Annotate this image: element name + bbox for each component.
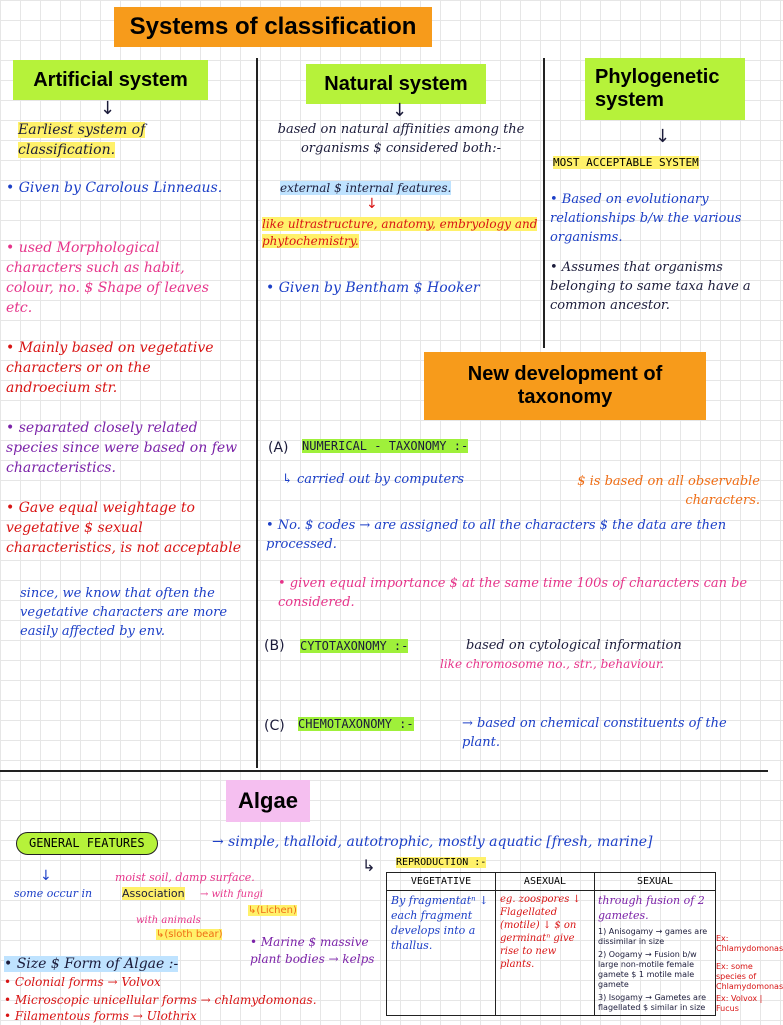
artificial-earliest bbox=[18, 120, 218, 160]
algae-some: some occur in bbox=[14, 887, 93, 900]
artificial-morph: • used Morphological characters such as habit, colour, no. $ Shape of leaves etc. bbox=[6, 240, 209, 316]
algae-lichen-text: ↳(Lichen) bbox=[248, 905, 297, 916]
algae-lichen bbox=[248, 904, 297, 917]
cyto-title bbox=[300, 638, 408, 655]
repro-header-veg: VEGETATIVE bbox=[387, 873, 496, 891]
repro-iso: 3) Isogamy → Gametes are flagellated $ similar in size bbox=[598, 993, 706, 1012]
natural-arrow: ↓ bbox=[392, 100, 408, 121]
natural-ext bbox=[280, 180, 530, 197]
algae-features: → simple, thalloid, autotrophic, mostly aquatic [fresh, marine] bbox=[212, 834, 653, 850]
algae-marine: • Marine $ massive plant bodies → kelps bbox=[250, 935, 375, 966]
phylo-arrow: ↓ bbox=[655, 126, 671, 147]
algae-sloth bbox=[156, 928, 222, 941]
natural-down-arrow: ↓ bbox=[366, 196, 378, 212]
algae-micro: • Microscopic unicellular forms → chlamydomonas. bbox=[4, 993, 317, 1007]
repro-curve-arrow: ↳ bbox=[362, 856, 376, 875]
phylo-b2: • Assumes that organisms belonging to same taxa have a common ancestor. bbox=[550, 260, 751, 313]
repro-ex1: Ex: Chlamydomonas bbox=[716, 934, 783, 953]
repro-header-asex: ASEXUAL bbox=[496, 873, 595, 891]
natural-heading: Natural system bbox=[306, 64, 486, 104]
algae-size-title bbox=[4, 954, 178, 974]
numerical-a3: • given equal importance $ at the same time 100s of characters can be considered. bbox=[278, 576, 748, 610]
natural-like bbox=[262, 216, 540, 250]
repro-ex2: Ex: some species of Chlamydomonas bbox=[716, 962, 783, 991]
repro-oog: 2) Oogamy → Fusion b/w large non-motile female gamete $ 1 motile male gamete bbox=[598, 950, 697, 989]
algae-assoc bbox=[122, 886, 185, 901]
repro-aniso: 1) Anisogamy → games are dissimilar in size bbox=[598, 927, 708, 946]
artificial-since: since, we know that often the vegetative characters are more easily affected by env. bbox=[20, 586, 228, 639]
phylo-b1: • Based on evolutionary relationships b/w the various organisms. bbox=[550, 192, 742, 245]
divider-horizontal bbox=[0, 770, 768, 772]
numerical-label: (A) bbox=[268, 440, 289, 456]
algae-fungi: → with fungi bbox=[200, 889, 264, 900]
general-features: GENERAL FEATURES bbox=[16, 832, 158, 855]
numerical-title bbox=[302, 438, 468, 455]
chemo-title bbox=[298, 716, 414, 733]
numerical-a1: ↳ carried out by computers bbox=[282, 472, 465, 487]
repro-title bbox=[396, 856, 486, 869]
cyto-title-text: CYTOTAXONOMY :- bbox=[300, 639, 409, 653]
artificial-arrow: ↓ bbox=[100, 98, 116, 119]
natural-based: based on natural affinities among the organisms $ considered both:- bbox=[277, 122, 525, 156]
cyto-label: (B) bbox=[264, 638, 285, 654]
algae-colonial: • Colonial forms → Volvox bbox=[4, 975, 161, 989]
phylo-most-text: MOST ACCEPTABLE SYSTEM bbox=[553, 156, 699, 169]
algae-some-arrow: ↓ bbox=[40, 868, 52, 884]
divider-right bbox=[543, 58, 545, 348]
repro-table bbox=[386, 872, 716, 1016]
chemo-title-text: CHEMOTAXONOMY :- bbox=[298, 717, 414, 731]
algae-size-title-text: • Size $ Form of Algae :- bbox=[4, 956, 179, 972]
artificial-sep: • separated closely related species since were based on few characteristics. bbox=[6, 420, 238, 476]
repro-title-text: REPRODUCTION :- bbox=[396, 857, 487, 868]
artificial-given-by: • Given by Carolous Linneaus. bbox=[6, 180, 223, 196]
cyto-text: based on cytological information bbox=[466, 638, 682, 653]
natural-ext-text: external $ internal features. bbox=[280, 181, 452, 195]
repro-sex-text: through fusion of 2 gametes. bbox=[598, 894, 705, 922]
natural-given: • Given by Bentham $ Hooker bbox=[266, 280, 480, 296]
chemo-text: → based on chemical constituents of the plant. bbox=[462, 716, 727, 750]
cyto-text2: like chromosome no., str., behaviour. bbox=[440, 657, 665, 671]
earliest-text: Earliest system of classification. bbox=[18, 122, 146, 158]
algae-fil: • Filamentous forms → Ulothrix bbox=[4, 1009, 197, 1023]
algae-heading: Algae bbox=[226, 780, 310, 822]
algae-animals: with animals bbox=[136, 915, 201, 926]
numerical-title-text: NUMERICAL - TAXONOMY :- bbox=[302, 439, 469, 453]
algae-sloth-text: ↳(sloth bear) bbox=[156, 929, 223, 940]
artificial-veg: • Mainly based on vegetative characters or on the androecium str. bbox=[6, 340, 214, 396]
chemo-label: (C) bbox=[264, 718, 285, 734]
natural-like-text: like ultrastructure, anatomy, embryology and phytochemistry. bbox=[262, 217, 538, 248]
divider-left bbox=[256, 58, 258, 768]
repro-header-sex: SEXUAL bbox=[595, 873, 716, 891]
newdev-heading: New development of taxonomy bbox=[424, 352, 706, 420]
algae-moist: moist soil, damp surface. bbox=[115, 871, 255, 884]
numerical-a2: • No. $ codes → are assigned to all the characters $ the data are then processed. bbox=[266, 518, 727, 552]
artificial-equal: • Gave equal weightage to vegetative $ sexual characteristics, is not acceptable bbox=[6, 500, 241, 556]
repro-asex-cell: eg. zoospores ↓ Flagellated (motile) ↓ $ on germinatⁿ give rise to new plants. bbox=[496, 891, 595, 1016]
repro-ex3: Ex: Volvox | Fucus bbox=[716, 994, 763, 1013]
repro-header-row bbox=[387, 873, 716, 891]
repro-sex-cell bbox=[595, 891, 716, 1016]
repro-veg-cell: By fragmentatⁿ ↓ each fragment develops into a thallus. bbox=[387, 891, 496, 1016]
artificial-heading: Artificial system bbox=[13, 60, 208, 100]
algae-assoc-text: Association bbox=[122, 887, 185, 900]
repro-body-row bbox=[387, 891, 716, 1016]
page-title: Systems of classification bbox=[114, 7, 432, 47]
phylo-most bbox=[553, 155, 753, 170]
phylo-heading: Phylogenetic system bbox=[585, 58, 745, 120]
numerical-a1b: $ is based on all observable characters. bbox=[577, 474, 760, 508]
